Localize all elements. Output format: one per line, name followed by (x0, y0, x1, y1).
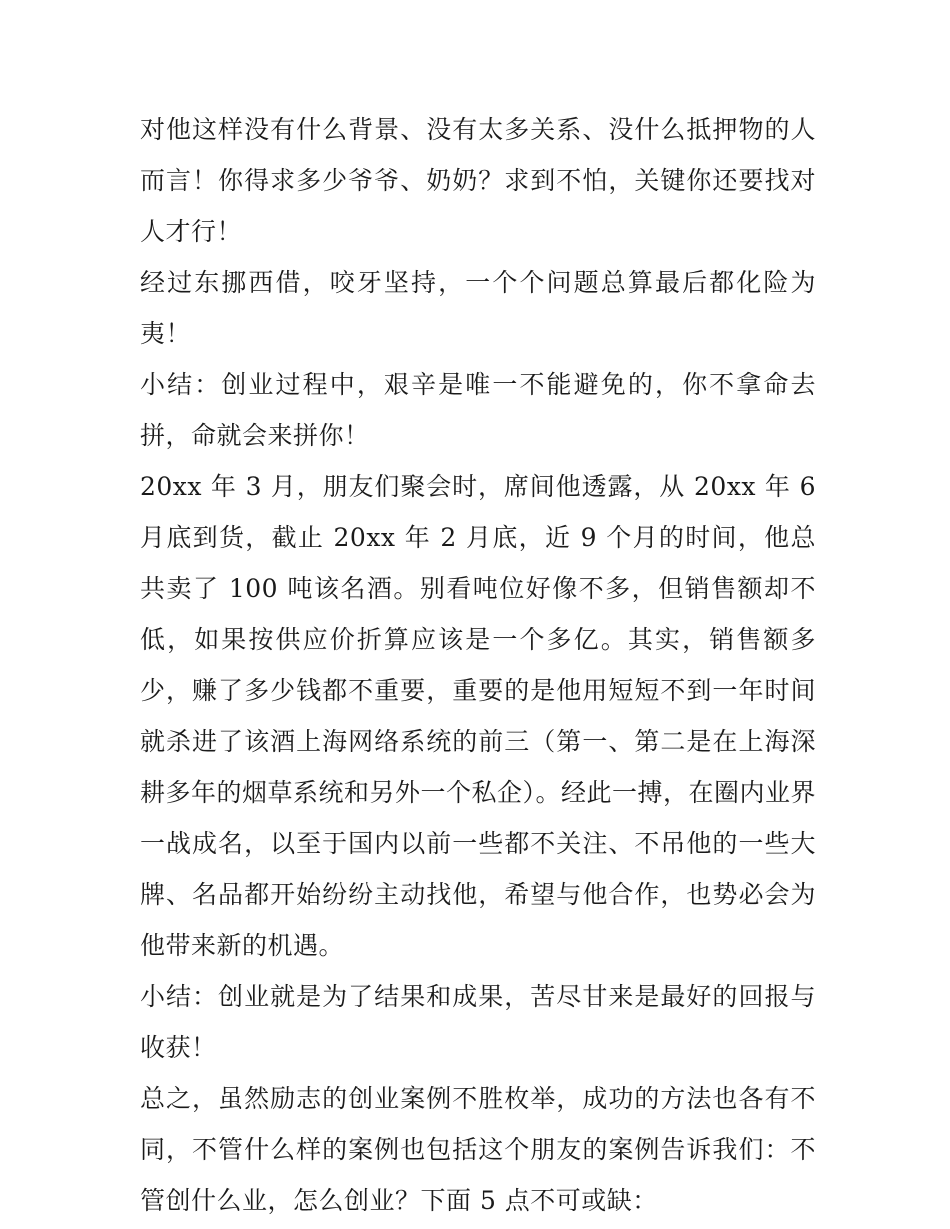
paragraph-sales-result: 20xx 年 3 月，朋友们聚会时，席间他透露，从 20xx 年 6 月底到货，截止 20xx 年 2 月底，近 9 个月的时间，他总共卖了 100 吨该名酒。别看吨位好像不多，但销售额却不低，如果按供应价折算应该是一个多亿。其实，销售额多少，赚了多少钱都不重要，重要的是他用短短不到一年时间就杀进了该酒上海网络系统的前三（第一、第二是在上海深耕多年的烟草系统和另外一个私企）。经此一搏，在圈内业界一战成名，以至于国内以前一些都不关注、不吊他的一些大牌、名品都开始纷纷主动找他，希望与他合作，也势必会为他带来新的机遇。 (140, 472, 817, 960)
paragraph-borrowing: 经过东挪西借，咬牙坚持，一个个问题总算最后都化险为夷！ (140, 268, 816, 348)
paragraph-summary-hardship: 小结：创业过程中，艰辛是唯一不能避免的，你不拿命去拼，命就会来拼你！ (140, 370, 816, 450)
paragraph-summary-reward: 小结：创业就是为了结果和成果，苦尽甘来是最好的回报与收获！ (140, 982, 816, 1062)
paragraph-conclusion: 总之，虽然励志的创业案例不胜枚举，成功的方法也各有不同，不管什么样的案例也包括这个朋友的案例告诉我们：不管创什么业，怎么创业？下面 5 点不可或缺： (140, 1084, 816, 1215)
document-body (140, 104, 816, 1226)
paragraph-background: 对他这样没有什么背景、没有太多关系、没什么抵押物的人而言！你得求多少爷爷、奶奶？求到不怕，关键你还要找对人才行！ (140, 115, 816, 246)
